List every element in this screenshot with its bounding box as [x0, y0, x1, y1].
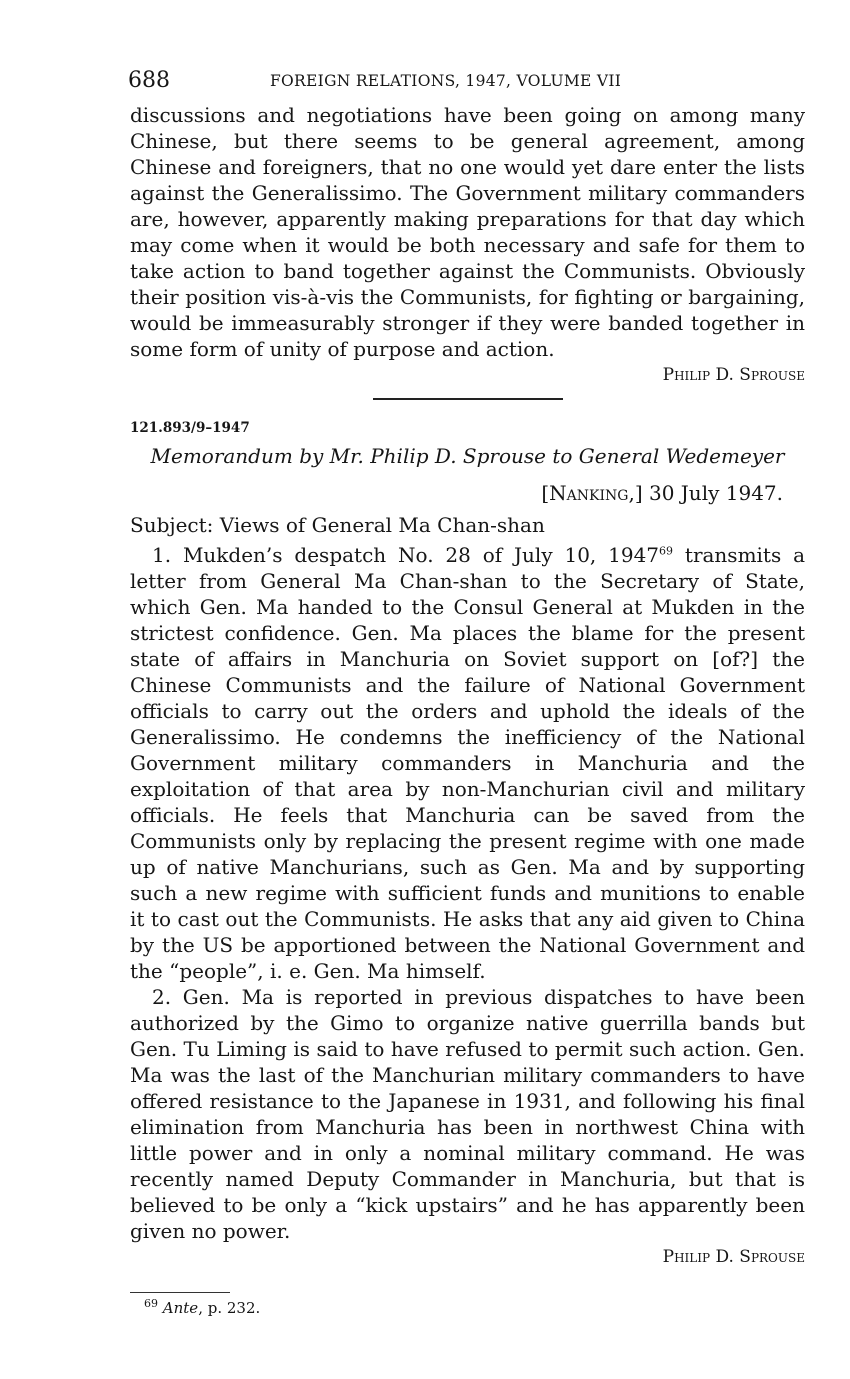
dateline-date: 30 July 1947.	[648, 481, 783, 505]
signature-name: Philip D. Sprouse	[662, 365, 805, 385]
memo-paragraph-2: 2. Gen. Ma is reported in previous dispatches to have been authorized by the Gimo to organize native guerrilla bands but Gen. Tu Liming is said to have refused to permit such action. Gen. Ma was the last of the Manchurian military commanders to have offered resistance to the Japanese in 1931, and following his final elimination from Manchuria has been in northwest China with little power and in only a nominal military command. He was recently named Deputy Commander in Manchuria, but that is believed to be only a “kick upstairs” and he has apparently been given no power.	[130, 985, 805, 1243]
signature-name-bottom: Philip D. Sprouse	[662, 1247, 805, 1267]
memo-paragraph-1	[130, 542, 805, 984]
signature-top	[130, 362, 805, 388]
signature-bottom	[130, 1244, 805, 1270]
memo-subject: Subject: Views of General Ma Chan-shan	[130, 513, 545, 537]
dateline-place: [Nanking,]	[541, 481, 643, 505]
document-page	[130, 68, 805, 1317]
footnote-ref: Ante	[162, 1299, 199, 1317]
memo-title: Memorandum by Mr. Philip D. Sprouse to General Wedemeyer	[150, 444, 785, 468]
continued-paragraph: discussions and negotiations have been going on among many Chinese, but there seems to be general agreement, among Chinese and foreigners, that no one would yet dare enter the lists against the Generalissimo. The Government military commanders are, however, apparently making preparations for that day which may come when it would be both necessary and safe for them to take action to band together against the Communists. Obviously their position vis-à-vis the Communists, for fighting or bargaining, would be immeasurably stronger if they were banded together in some form of unity of purpose and action.	[130, 103, 805, 361]
dateline	[130, 480, 783, 506]
footnote-divider	[130, 1292, 230, 1293]
footnote	[144, 1299, 805, 1317]
footnote-text: , p. 232.	[198, 1299, 261, 1317]
para1-lead: 1. Mukden’s despatch No. 28 of July 10, 1947	[152, 543, 660, 567]
footnote-number: 69	[144, 1297, 158, 1310]
page-number: 688	[128, 68, 170, 93]
running-head	[130, 68, 805, 102]
section-divider	[373, 398, 563, 400]
running-title: FOREIGN RELATIONS, 1947, VOLUME VII	[270, 72, 622, 90]
para1-rest: transmits a letter from General Ma Chan-shan to the Secretary of State, which Gen. Ma handed to the Consul General at Mukden in the strictest confidence. Gen. Ma places the blame for the present state of affairs in Manchuria on Soviet support on [of?] the Chinese Communists and the failure of National Government officials to carry out the orders and uphold the ideals of the Generalissimo. He condemns the inefficiency of the National Government military commanders in Manchuria and the exploitation of that area by non-Manchurian civil and military officials. He feels that Manchuria can be saved from the Communists only by replacing the present regime with one made up of native Manchurians, such as Gen. Ma and by supporting such a new regime with sufficient funds and munitions to enable it to cast out the Communists. He asks that any aid given to China by the US be apportioned between the National Government and the “people”, i. e. Gen. Ma himself.	[130, 543, 806, 983]
footnote-marker: 69	[659, 544, 674, 558]
file-number: 121.893/9–1947	[130, 420, 250, 436]
